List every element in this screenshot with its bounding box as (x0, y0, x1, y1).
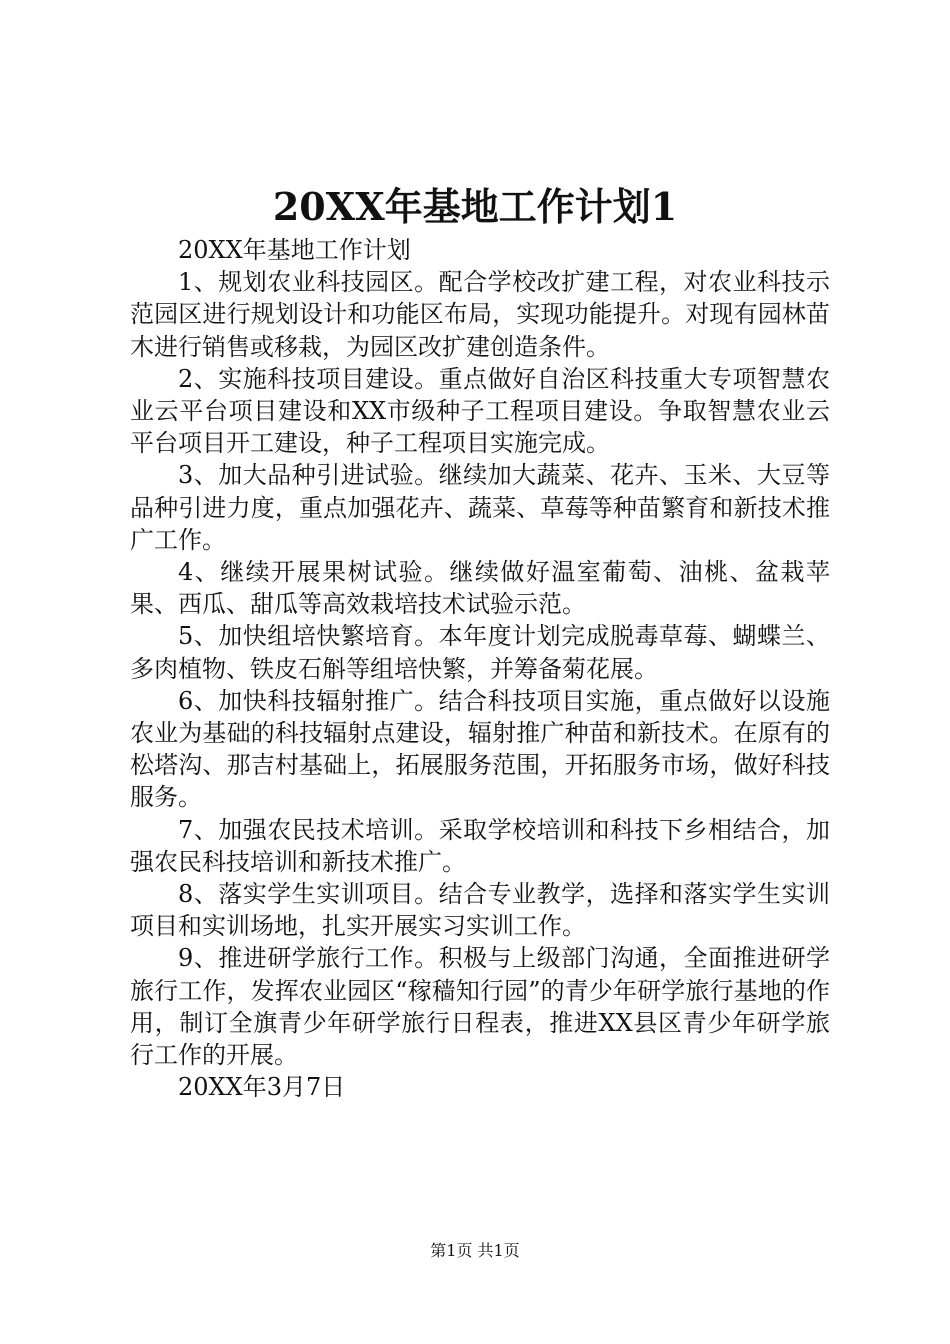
paragraph-9: 9、推进研学旅行工作。积极与上级部门沟通，全面推进研学旅行工作，发挥农业园区“稼穑知行园”的青少年研学旅行基地的作用，制订全旗青少年研学旅行日程表，推进XX县区青少年研学旅行工作的开展。 (130, 944, 830, 1070)
document-subtitle: 20XX年基地工作计划 (178, 236, 411, 264)
paragraph-3: 3、加大品种引进试验。继续加大蔬菜、花卉、玉米、大豆等品种引进力度，重点加强花卉、蔬菜、草莓等种苗繁育和新技术推广工作。 (130, 461, 830, 554)
paragraph-6: 6、加快科技辐射推广。结合科技项目实施，重点做好以设施农业为基础的科技辐射点建设，辐射推广种苗和新技术。在原有的松塔沟、那吉村基础上，拓展服务范围，开拓服务市场，做好科技服务。 (130, 686, 830, 812)
document-title: 20XX年基地工作计划1 (272, 184, 678, 229)
paragraph-5: 5、加快组培快繁培育。本年度计划完成脱毒草莓、蝴蝶兰、多肉植物、铁皮石斛等组培快繁，并筹备菊花展。 (130, 622, 830, 683)
paragraph-8: 8、落实学生实训项目。结合专业教学，选择和落实学生实训项目和实训场地，扎实开展实习实训工作。 (130, 880, 830, 941)
paragraph-2: 2、实施科技项目建设。重点做好自治区科技重大专项智慧农业云平台项目建设和XX市级种子工程项目建设。争取智慧农业云平台项目开工建设，种子工程项目实施完成。 (130, 364, 830, 458)
document-date: 20XX年3月7日 (178, 1073, 346, 1102)
document-body (130, 234, 830, 1103)
paragraph-7: 7、加强农民技术培训。采取学校培训和科技下乡相结合，加强农民科技培训和新技术推广。 (130, 815, 830, 876)
paragraph-4: 4、继续开展果树试验。继续做好温室葡萄、油桃、盆栽苹果、西瓜、甜瓜等高效栽培技术试验示范。 (130, 558, 830, 619)
page-footer: 第1页 共1页 (430, 1241, 520, 1260)
paragraph-1: 1、规划农业科技园区。配合学校改扩建工程，对农业科技示范园区进行规划设计和功能区布局，实现功能提升。对现有园林苗木进行销售或移栽，为园区改扩建创造条件。 (130, 268, 830, 361)
